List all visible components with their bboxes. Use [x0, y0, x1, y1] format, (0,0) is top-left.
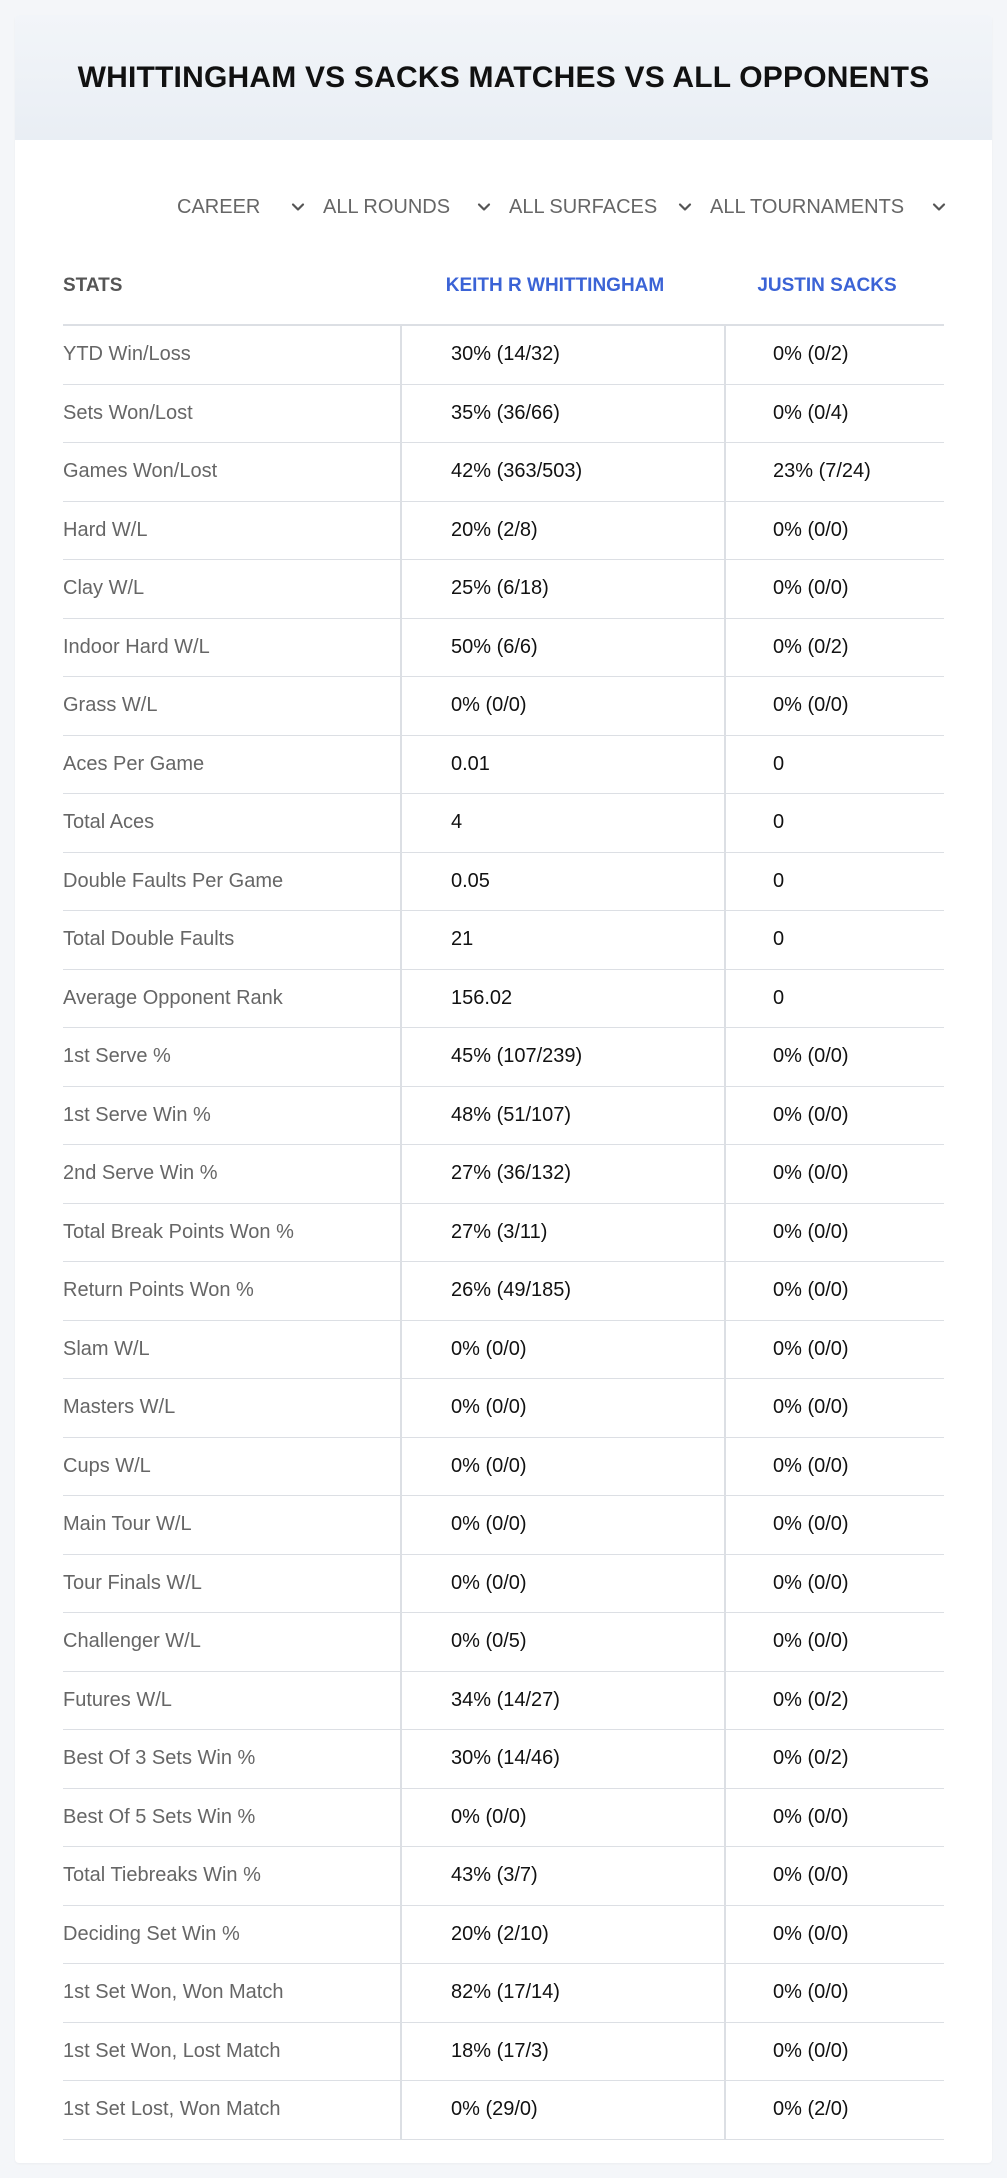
stat-label: Masters W/L [63, 1396, 176, 1419]
player2-value: 0% (0/2) [724, 326, 944, 384]
stat-label: Hard W/L [63, 518, 148, 541]
player1-value: 45% (107/239) [400, 1028, 724, 1086]
stat-label: Slam W/L [63, 1337, 150, 1360]
player1-value: 0% (0/0) [400, 1321, 724, 1379]
player1-value: 27% (3/11) [400, 1204, 724, 1262]
table-row [63, 443, 944, 502]
stat-label: Main Tour W/L [63, 1513, 192, 1536]
table-row [63, 911, 944, 970]
stat-label: 2nd Serve Win % [63, 1162, 218, 1185]
header-player2-link[interactable]: JUSTIN SACKS [757, 274, 897, 296]
stat-label: Total Double Faults [63, 928, 235, 951]
player2-value: 0% (0/0) [724, 2023, 944, 2081]
stat-label: Tour Finals W/L [63, 1571, 202, 1594]
player2-value: 0% (0/0) [724, 1262, 944, 1320]
player1-value: 0.01 [400, 736, 724, 794]
filter-label: CAREER [177, 195, 261, 218]
stat-label: Clay W/L [63, 577, 145, 600]
player2-value: 0% (0/0) [724, 1379, 944, 1437]
player2-value: 0% (0/0) [724, 1028, 944, 1086]
player1-value: 0% (0/0) [400, 1438, 724, 1496]
player1-value: 0% (29/0) [400, 2081, 724, 2139]
player2-value: 0% (0/2) [724, 619, 944, 677]
player2-value: 0% (0/0) [724, 1789, 944, 1847]
player1-value: 0% (0/0) [400, 1379, 724, 1437]
stat-label: YTD Win/Loss [63, 343, 191, 366]
table-row [63, 1672, 944, 1731]
player1-value: 30% (14/46) [400, 1730, 724, 1788]
player1-value: 0.05 [400, 853, 724, 911]
player1-value: 0% (0/0) [400, 1496, 724, 1554]
filter-bar [161, 187, 948, 227]
player1-value: 4 [400, 794, 724, 852]
stat-label: 1st Serve Win % [63, 1103, 211, 1126]
player2-value: 0% (0/0) [724, 502, 944, 560]
player1-value: 21 [400, 911, 724, 969]
table-row [63, 794, 944, 853]
card-header [15, 15, 992, 140]
table-row [63, 502, 944, 561]
player1-value: 0% (0/0) [400, 1789, 724, 1847]
table-row [63, 385, 944, 444]
player1-value: 82% (17/14) [400, 1964, 724, 2022]
chevron-down-icon [930, 198, 948, 216]
chevron-down-icon [475, 198, 493, 216]
table-row [63, 1906, 944, 1965]
player1-value: 48% (51/107) [400, 1087, 724, 1145]
table-row [63, 1613, 944, 1672]
player2-value: 0 [724, 853, 944, 911]
player1-value: 35% (36/66) [400, 385, 724, 443]
stat-label: Total Break Points Won % [63, 1220, 294, 1243]
player1-value: 30% (14/32) [400, 326, 724, 384]
table-row [63, 1438, 944, 1497]
stat-label: Indoor Hard W/L [63, 635, 210, 658]
player2-value: 23% (7/24) [724, 443, 944, 501]
player2-value: 0% (0/0) [724, 1087, 944, 1145]
table-row [63, 1262, 944, 1321]
filter-career[interactable] [161, 187, 307, 227]
player1-value: 27% (36/132) [400, 1145, 724, 1203]
player2-value: 0% (0/0) [724, 1321, 944, 1379]
player2-value: 0% (0/2) [724, 1672, 944, 1730]
table-row [63, 1321, 944, 1380]
table-row [63, 2023, 944, 2082]
stats-table [63, 247, 944, 2140]
player2-value: 0% (0/0) [724, 677, 944, 735]
stat-label: Grass W/L [63, 694, 158, 717]
stat-label: Return Points Won % [63, 1279, 254, 1302]
stat-label: Double Faults Per Game [63, 869, 284, 892]
stats-card [15, 15, 992, 2163]
stat-label: 1st Set Won, Lost Match [63, 2039, 281, 2062]
player1-value: 20% (2/10) [400, 1906, 724, 1964]
filter-label: ALL SURFACES [509, 195, 658, 218]
player1-value: 18% (17/3) [400, 2023, 724, 2081]
table-row [63, 1028, 944, 1087]
table-row [63, 2081, 944, 2140]
table-row [63, 560, 944, 619]
player2-value: 0% (0/4) [724, 385, 944, 443]
stat-label: Games Won/Lost [63, 460, 218, 483]
player1-value: 20% (2/8) [400, 502, 724, 560]
header-stats: STATS [63, 274, 123, 296]
player2-value: 0% (0/0) [724, 1438, 944, 1496]
player1-value: 26% (49/185) [400, 1262, 724, 1320]
player2-value: 0% (0/0) [724, 1906, 944, 1964]
player2-value: 0% (0/0) [724, 1496, 944, 1554]
table-row [63, 1964, 944, 2023]
player1-value: 34% (14/27) [400, 1672, 724, 1730]
chevron-down-icon [676, 198, 694, 216]
table-row [63, 1847, 944, 1906]
table-row [63, 1496, 944, 1555]
stat-label: 1st Serve % [63, 1045, 171, 1068]
stat-label: Deciding Set Win % [63, 1922, 240, 1945]
filter-tournaments[interactable] [694, 187, 948, 227]
header-player1-link[interactable]: KEITH R WHITTINGHAM [445, 274, 665, 296]
table-row [63, 1730, 944, 1789]
table-row [63, 326, 944, 385]
table-row [63, 736, 944, 795]
player1-value: 50% (6/6) [400, 619, 724, 677]
table-row [63, 1555, 944, 1614]
player2-value: 0% (0/0) [724, 1204, 944, 1262]
player2-value: 0% (0/0) [724, 1613, 944, 1671]
player1-value: 0% (0/0) [400, 1555, 724, 1613]
player1-value: 156.02 [400, 970, 724, 1028]
player2-value: 0 [724, 794, 944, 852]
stat-label: Challenger W/L [63, 1630, 201, 1653]
player2-value: 0% (2/0) [724, 2081, 944, 2139]
table-row [63, 1087, 944, 1146]
table-body [63, 326, 944, 2140]
player1-value: 43% (3/7) [400, 1847, 724, 1905]
player2-value: 0% (0/0) [724, 1847, 944, 1905]
table-row [63, 1204, 944, 1263]
stat-label: Futures W/L [63, 1688, 172, 1711]
table-row [63, 1145, 944, 1204]
stat-label: Cups W/L [63, 1454, 151, 1477]
player2-value: 0% (0/0) [724, 560, 944, 618]
table-row [63, 970, 944, 1029]
player2-value: 0 [724, 736, 944, 794]
stat-label: Average Opponent Rank [63, 986, 283, 1009]
table-row [63, 619, 944, 678]
stat-label: Aces Per Game [63, 752, 205, 775]
stat-label: 1st Set Won, Won Match [63, 1981, 284, 2004]
player1-value: 0% (0/5) [400, 1613, 724, 1671]
table-row [63, 1789, 944, 1848]
player2-value: 0 [724, 911, 944, 969]
player2-value: 0% (0/0) [724, 1145, 944, 1203]
table-row [63, 677, 944, 736]
stat-label: Total Aces [63, 811, 155, 834]
player1-value: 42% (363/503) [400, 443, 724, 501]
player2-value: 0 [724, 970, 944, 1028]
page-title: WHITTINGHAM VS SACKS MATCHES VS ALL OPPONENTS [77, 60, 930, 94]
player1-value: 0% (0/0) [400, 677, 724, 735]
stat-label: Best Of 3 Sets Win % [63, 1747, 256, 1770]
player2-value: 0% (0/0) [724, 1964, 944, 2022]
table-header-row [63, 247, 944, 326]
stat-label: Total Tiebreaks Win % [63, 1864, 261, 1887]
filter-rounds[interactable] [307, 187, 493, 227]
player2-value: 0% (0/0) [724, 1555, 944, 1613]
table-row [63, 1379, 944, 1438]
chevron-down-icon [289, 198, 307, 216]
filter-label: ALL ROUNDS [323, 195, 451, 218]
table-row [63, 853, 944, 912]
player1-value: 25% (6/18) [400, 560, 724, 618]
filter-surfaces[interactable] [493, 187, 694, 227]
stat-label: 1st Set Lost, Won Match [63, 2098, 281, 2121]
stat-label: Sets Won/Lost [63, 401, 193, 424]
filter-label: ALL TOURNAMENTS [710, 195, 905, 218]
stat-label: Best Of 5 Sets Win % [63, 1805, 256, 1828]
player2-value: 0% (0/2) [724, 1730, 944, 1788]
